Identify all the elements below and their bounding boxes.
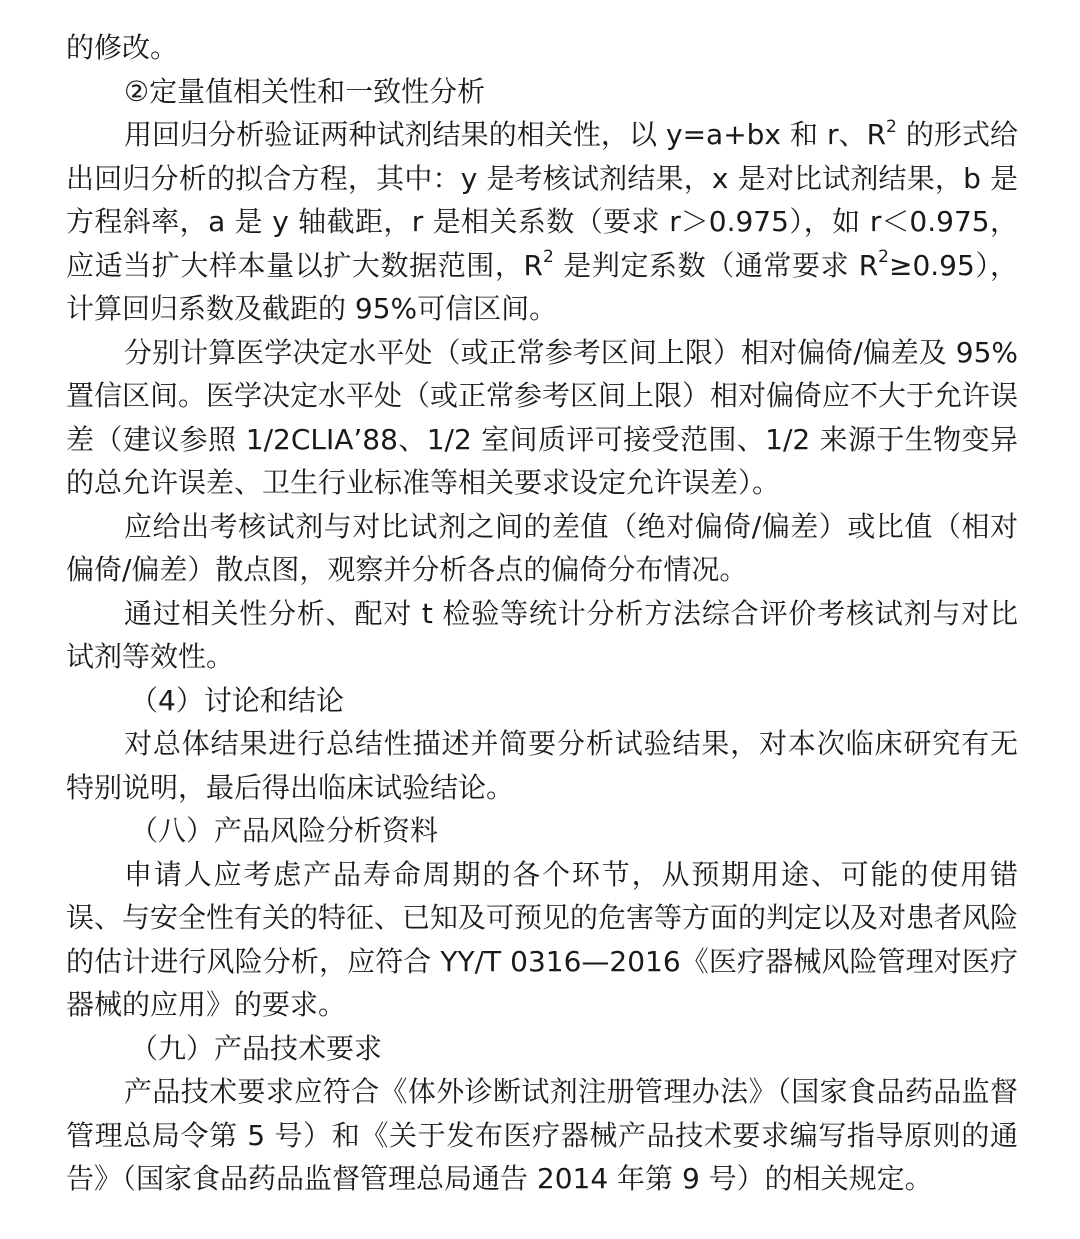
section-heading-risk-analysis: （八）产品风险分析资料 bbox=[130, 814, 439, 847]
section-heading-technical-requirements: （九）产品技术要求 bbox=[130, 1031, 383, 1065]
section-heading-quantitative-analysis: ②定量值相关性和一致性分析 bbox=[124, 74, 486, 108]
paragraph-continuation: 的修改。 bbox=[66, 31, 179, 64]
superscript-2: 2 bbox=[542, 247, 554, 268]
superscript-2: 2 bbox=[878, 247, 889, 268]
regression-text-a: 用回归分析验证两种试剂结果的相关性，以 y=a+bx 和 r、R bbox=[124, 118, 887, 151]
paragraph-technical-requirements: 产品技术要求应符合《体外诊断试剂注册管理办法》（国家食品药品监督管理总局令第 5 号）和《关于发布医疗器械产品技术要求编写指导原则的通告》（国家食品药品监督管理总局通告 2014 年第 9 号）的相关规定。 bbox=[66, 1075, 1018, 1195]
regression-text-c: 是判定系数（通常要求 R bbox=[553, 248, 879, 282]
paragraph-risk-analysis: 申请人应考虑产品寿命周期的各个环节，从预期用途、可能的使用错误、与安全性有关的特征、已知及可预见的危害等方面的判定以及对患者风险的估计进行风险分析，应符合 YY/T 0316—2016《医疗器械风险管理对医疗器械的应用》的要求。 bbox=[66, 857, 1019, 1021]
paragraph-scatter-plot: 应给出考核试剂与对比试剂之间的差值（绝对偏倚/偏差）或比值（相对偏倚/偏差）散点图，观察并分析各点的偏倚分布情况。 bbox=[66, 509, 1018, 586]
regression-text-b: 的形式给出回归分析的拟合方程，其中：y 是考核试剂结果，x 是对比试剂结果，b 是方程斜率，a 是 y 轴截距，r 是相关系数（要求 r＞0.975），如 r＜0.975，应适当扩大样本量以扩大数据范围，R bbox=[66, 118, 1018, 282]
section-heading-discussion: （4）讨论和结论 bbox=[130, 683, 344, 717]
superscript-2: 2 bbox=[886, 116, 897, 137]
regression-text-d: ≥0.95），计算回归系数及截距的 95%可信区间。 bbox=[66, 248, 1018, 325]
paragraph-discussion: 对总体结果进行总结性描述并简要分析试验结果，对本次临床研究有无特别说明，最后得出临床试验结论。 bbox=[66, 727, 1018, 804]
paragraph-relative-bias: 分别计算医学决定水平处（或正常参考区间上限）相对偏倚/偏差及 95%置信区间。医学决定水平处（或正常参考区间上限）相对偏倚应不大于允许误差（建议参照 1/2CLIA’88、1/2 室间质评可接受范围、1/2 来源于生物变异的总允许误差、卫生行业标准等相关要求设定允许误差）。 bbox=[66, 335, 1019, 499]
paragraph-regression bbox=[66, 113, 1018, 331]
paragraph-statistical-evaluation: 通过相关性分析、配对 t 检验等统计分析方法综合评价考核试剂与对比试剂等效性。 bbox=[66, 596, 1018, 673]
